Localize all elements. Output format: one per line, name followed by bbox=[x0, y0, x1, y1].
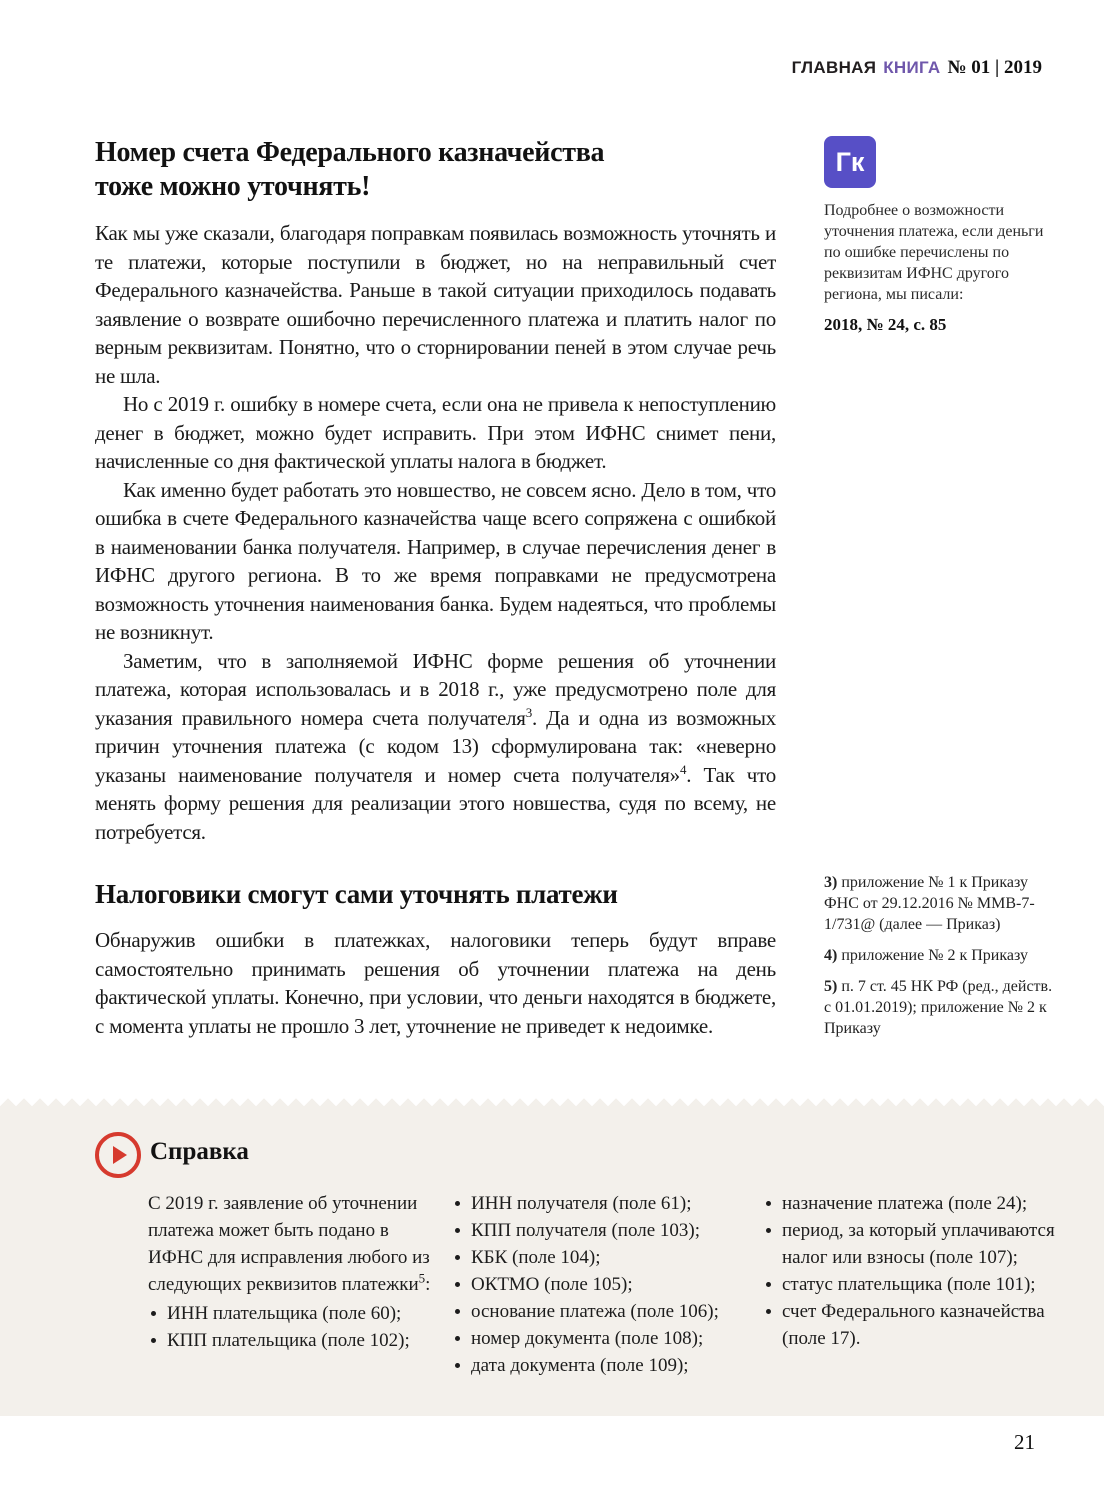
brand-primary: ГЛАВНАЯ bbox=[791, 58, 877, 77]
list-item bbox=[763, 1190, 1063, 1217]
footnote-text: приложение № 2 к Приказу bbox=[841, 947, 1028, 964]
article-column bbox=[95, 136, 776, 1040]
list-item-text: статус плательщика (поле 101); bbox=[782, 1274, 1036, 1295]
list-item-text: номер документа (поле 108); bbox=[471, 1328, 704, 1349]
spravka-intro: С 2019 г. заявление об уточнении платежа может быть подано в ИФНС для исправления любого из следующих реквизитов платежки$^5$: bbox=[148, 1193, 431, 1295]
body-paragraph: Как мы уже сказали, благодаря поправкам появилась возможность уточнять и те платежи, которые поступили в бюджет, но на неправильный счет Федерального казначейства. Раньше в такой ситуации приходилось подавать заявление о возврате ошибочно перечисленного платежа и платить налог по верным реквизитам. Понятно, что о сторнировании пеней в этом случае речь не шла. bbox=[95, 221, 776, 388]
list-item bbox=[452, 1325, 744, 1352]
sidebar-note-text: Подробнее о возможности уточнения платежа, если деньги по ошибке перечислены по реквизитам ИФНС другого региона, мы писали: bbox=[824, 202, 1044, 303]
bullet-dot-icon bbox=[455, 1282, 460, 1287]
issue-number: № 01 | 2019 bbox=[947, 57, 1042, 78]
list-item-text: ИНН плательщика (поле 60); bbox=[167, 1303, 402, 1324]
sidebar-footnotes bbox=[824, 872, 1054, 1049]
list-item bbox=[148, 1327, 433, 1354]
footnote-ref-4: 4 bbox=[679, 761, 687, 777]
body-paragraph: Но с 2019 г. ошибку в номере счета, если она не привела к непоступлению денег в бюджет, можно будет исправить. При этом ИФНС снимет пени, начисленные со дня фактической уплаты налога в бюджет. bbox=[95, 392, 776, 473]
list-item bbox=[763, 1298, 1063, 1352]
bullet-dot-icon bbox=[766, 1282, 771, 1287]
spravka-play-icon bbox=[95, 1132, 141, 1178]
bullet-dot-icon bbox=[151, 1311, 156, 1316]
brand-accent: КНИГА bbox=[883, 58, 941, 77]
spravka-band bbox=[0, 1098, 1104, 1416]
sidebar-note bbox=[824, 200, 1052, 335]
footnote-item bbox=[824, 872, 1054, 935]
list-item-text: КПП плательщика (поле 102); bbox=[167, 1330, 410, 1351]
list-item-text: КБК (поле 104); bbox=[471, 1247, 601, 1268]
footnote-number: 5) bbox=[824, 978, 838, 995]
section-title-1-line1: Номер счета Федерального казначейства bbox=[95, 137, 605, 168]
list-item-text: счет Федерального казначейства (поле 17). bbox=[782, 1301, 1045, 1349]
footnote-ref-3: 3 bbox=[525, 704, 532, 720]
magazine-header bbox=[792, 57, 1042, 79]
list-item-text: дата документа (поле 109); bbox=[471, 1355, 689, 1376]
page-number: 21 bbox=[1014, 1430, 1035, 1454]
footnote-ref-5: 5 bbox=[418, 1270, 426, 1286]
list-item bbox=[452, 1352, 744, 1379]
section-title-2: Налоговики смогут сами уточнять платежи bbox=[95, 879, 618, 909]
sidebar-note-reference: 2018, № 24, с. 85 bbox=[824, 315, 947, 334]
bullet-dot-icon bbox=[766, 1228, 771, 1233]
body-paragraph: Как именно будет работать это новшество, не совсем ясно. Дело в том, что ошибка в счете Федерального казначейства чаще всего сопряжена с ошибкой в наименовании банка получателя. Например, в случае перечисления денег в ИФНС другого региона. В то же время поправками не предусмотрена возможность уточнения наименования банка. Будем надеяться, что проблемы не возникнут. bbox=[95, 477, 776, 644]
footnote-number: 4) bbox=[824, 947, 838, 964]
bullet-dot-icon bbox=[766, 1201, 771, 1206]
list-item-text: период, за который уплачиваются налог или взносы (поле 107); bbox=[782, 1220, 1055, 1268]
list-item-text: ОКТМО (поле 105); bbox=[471, 1274, 633, 1295]
list-item bbox=[452, 1190, 744, 1217]
list-item-text: КПП получателя (поле 103); bbox=[471, 1220, 700, 1241]
body-paragraph: Заметим, что в заполняемой ИФНС форме решения об уточнении платежа, которая использовалась и в 2018 г., уже предусмотрено поле для указания правильного номера счета получателя$^3$. Да и одна из возможных причин уточнения платежа (с кодом 13) сформулирована так: «неверно указаны наименование получателя и номер счета получателя»$^4$. Так что менять форму решения для реализации этого новшества, судя по всему, не потребуется. bbox=[95, 648, 777, 844]
footnote-text: приложение № 1 к Приказу ФНС от 29.12.2016 № ММВ-7-1/731@ (далее — Приказ) bbox=[824, 874, 1035, 933]
footnote-number: 3) bbox=[824, 874, 838, 891]
gk-magazine-logo-icon: Гк bbox=[824, 136, 876, 188]
section-title-1-line2: тоже можно уточнять! bbox=[95, 171, 371, 202]
list-item bbox=[763, 1217, 1063, 1271]
list-item bbox=[452, 1271, 744, 1298]
spravka-columns bbox=[148, 1190, 1063, 1379]
bullet-dot-icon bbox=[455, 1201, 460, 1206]
spravka-title: Справка bbox=[150, 1138, 249, 1165]
bullet-dot-icon bbox=[455, 1228, 460, 1233]
spravka-column-2 bbox=[452, 1190, 744, 1379]
list-item bbox=[452, 1244, 744, 1271]
list-item bbox=[763, 1271, 1063, 1298]
play-triangle-icon bbox=[113, 1146, 127, 1164]
bullet-dot-icon bbox=[455, 1255, 460, 1260]
footnote-item bbox=[824, 976, 1054, 1039]
section-title-1 bbox=[95, 136, 776, 204]
list-item-text: основание платежа (поле 106); bbox=[471, 1301, 719, 1322]
bullet-dot-icon bbox=[766, 1309, 771, 1314]
list-item bbox=[452, 1298, 744, 1325]
spravka-column-3 bbox=[763, 1190, 1063, 1379]
footnote-text: п. 7 ст. 45 НК РФ (ред., действ. с 01.01.2019); приложение № 2 к Приказу bbox=[824, 978, 1053, 1037]
list-item bbox=[452, 1217, 744, 1244]
bullet-dot-icon bbox=[151, 1338, 156, 1343]
bullet-dot-icon bbox=[455, 1363, 460, 1368]
bullet-dot-icon bbox=[455, 1309, 460, 1314]
body-paragraph: Обнаружив ошибки в платежках, налоговики теперь будут вправе самостоятельно принимать решения об уточнении платежа на день фактической уплаты. Конечно, при условии, что деньги находятся в бюджете, с момента уплаты не прошло 3 лет, уточнение не приведет к недоимке. bbox=[95, 928, 776, 1038]
list-item-text: назначение платежа (поле 24); bbox=[782, 1193, 1028, 1214]
list-item-text: ИНН получателя (поле 61); bbox=[471, 1193, 692, 1214]
footnote-item bbox=[824, 945, 1054, 966]
list-item bbox=[148, 1300, 433, 1327]
bullet-dot-icon bbox=[455, 1336, 460, 1341]
spravka-column-1 bbox=[148, 1190, 433, 1379]
